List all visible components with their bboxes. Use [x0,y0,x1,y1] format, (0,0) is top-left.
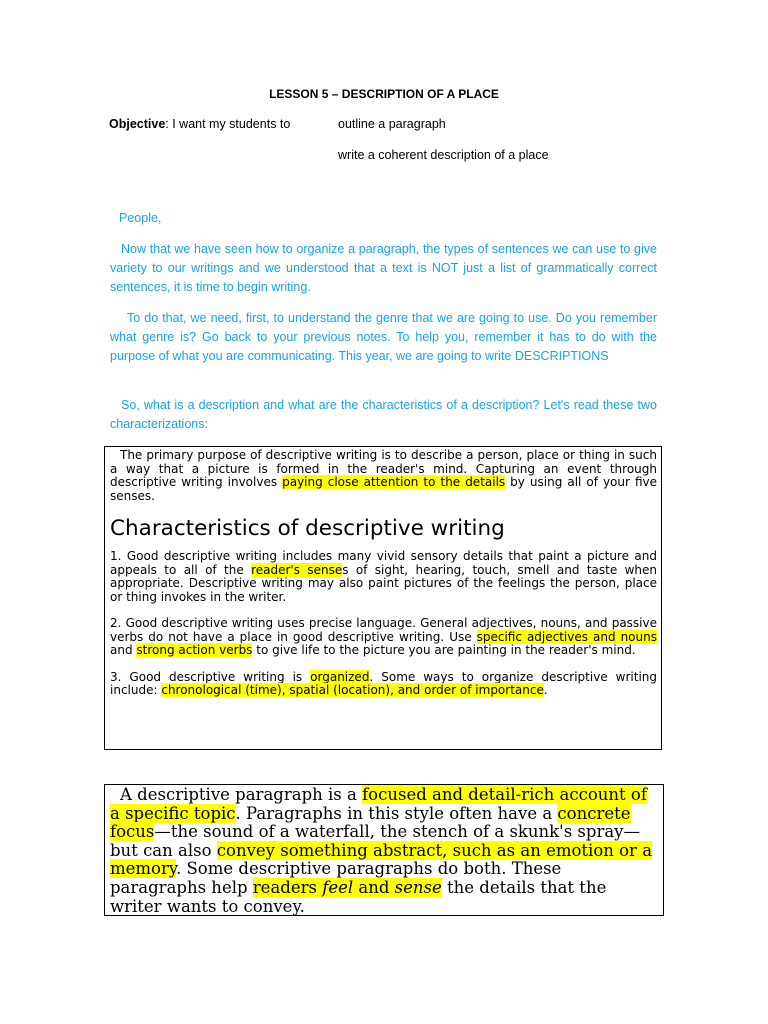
intro-greeting: People, [119,211,162,225]
page-title: LESSON 5 – DESCRIPTION OF A PLACE [269,87,499,101]
highlight: chronological (time), spatial (location), and order of importance [161,683,544,697]
highlight: concrete focus [110,803,631,842]
objective-label: Objective [109,117,166,131]
objective-line [109,117,290,131]
objective-item: write a coherent description of a place [338,148,549,162]
descriptive-writing-box [104,446,662,750]
highlight: readers feel and sense [252,877,442,897]
highlight: paying close attention to the details [282,475,506,489]
highlight: reader's sense [251,562,343,577]
characteristic-item: 1. Good descriptive writing includes many vivid sensory details that paint a picture and appeals to all of the reader's senses of sight, hearing, touch, smell and taste when appropriate. Descriptive writing may also paint pictures of the feelings the person, place or thing invokes in the writer. [110,549,657,604]
highlight: focused and detail-rich account of a specific topic [110,785,647,823]
descriptive-paragraph-box [104,784,664,916]
characteristics-heading: Characteristics of descriptive writing [110,516,505,541]
intro-paragraph: To do that, we need, first, to understand the genre that we are going to use. Do you remember what genre is? Go back to your previous notes. To help you, remember it has to do with the purpose of what you are communicating. This year, we are going to write DESCRIPTIONS [110,311,657,363]
highlight: specific adjectives and nouns [476,629,657,644]
intro-paragraph: So, what is a description and what are the characteristics of a description? Let's read these two characterizations: [110,398,657,431]
descriptive-paragraph: A descriptive paragraph is a focused and detail-rich account of a specific topic. Paragraphs in this style often have a concrete focus—the sound of a waterfall, the stench of a skunk's spray—but can also convey something abstract, such as an emotion or a memory. Some descriptive paragraphs do both. These paragraphs help readers feel and sense the details that the writer wants to convey. [110,785,653,916]
characteristic-item: 3. Good descriptive writing is organized. Some ways to organize descriptive writing include: chronological (time), spatial (location), and order of importance. [110,669,658,697]
highlight: organized [310,669,370,684]
intro-paragraph: Now that we have seen how to organize a paragraph, the types of sentences we can use to give variety to our writings and we understood that a text is NOT just a list of grammatically correct sentences, it is time to begin writing. [110,242,657,294]
objective-text: : I want my students to [165,117,291,131]
highlight: convey something abstract, such as an emotion or a memory [110,840,653,879]
objective-item: outline a paragraph [338,117,446,131]
purpose-paragraph: The primary purpose of descriptive writing is to describe a person, place or thing in such a way that a picture is formed in the reader's mind. Capturing an event through descriptive writing involves paying close attention to the details by using all of your five senses. [110,448,657,503]
characteristic-item: 2. Good descriptive writing uses precise language. General adjectives, nouns, and passive verbs do not have a place in good descriptive writing. Use specific adjectives and nouns and strong action verbs to give life to the picture you are painting in the reader's mind. [110,616,657,657]
highlight: strong action verbs [136,643,253,657]
